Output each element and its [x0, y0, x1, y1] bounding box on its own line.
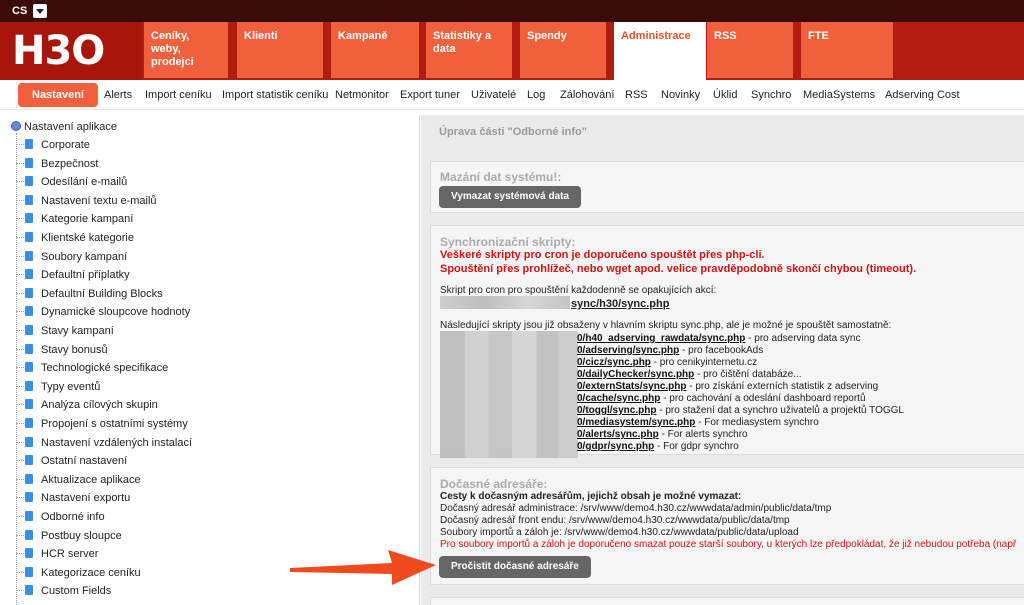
tree-branch [16, 218, 24, 219]
sync-scripts-title: Synchronizační skripty: [440, 235, 576, 249]
sub-navigation [0, 80, 1024, 110]
cron-path-link[interactable]: sync/h30/sync.php [571, 298, 670, 310]
cron-label: Skript pro cron pro spouštění každodenně se opakujících akcí: [440, 285, 717, 296]
sync-script-link[interactable]: 0/h40_adserving_rawdata/sync.php [577, 333, 746, 344]
tree-item[interactable] [16, 269, 130, 287]
tab-statistiky[interactable]: Statistiky a data [426, 22, 512, 78]
sync-script-row [577, 369, 802, 381]
page-icon [25, 213, 33, 223]
tree-item[interactable] [16, 158, 98, 176]
next-panel [430, 597, 1024, 605]
page-icon [25, 139, 33, 149]
temp-dir-imports: Soubory importů a záloh je: /srv/www/demo4.h30.cz/wwwdata/public/data/upload [440, 527, 799, 538]
tab-ceniky[interactable]: Ceníky, weby, prodejci [144, 22, 228, 78]
tree-item[interactable] [16, 399, 158, 417]
tree-item-label: Nastavení textu e-mailů [41, 194, 157, 207]
sync-script-desc: - pro adserving data sync [745, 333, 861, 344]
settings-tree [0, 115, 420, 605]
redacted-path [440, 296, 570, 309]
tree-branch [16, 367, 24, 368]
tree-item[interactable] [16, 195, 157, 213]
page-icon [25, 176, 33, 186]
tree-item-label: Bezpečnost [41, 157, 99, 170]
sync-script-link[interactable]: 0/mediasystem/sync.php [577, 417, 696, 428]
page-icon [25, 269, 33, 279]
subnav-import-statistik[interactable]: Import statistik ceníku [222, 89, 329, 101]
tree-item[interactable] [16, 381, 100, 399]
tree-item[interactable] [16, 511, 105, 529]
tree-branch [16, 423, 24, 424]
tree-item[interactable] [16, 455, 127, 473]
subnav-rss[interactable]: RSS [625, 89, 648, 101]
tab-administrace[interactable]: Administrace [614, 22, 706, 80]
tree-item[interactable] [16, 567, 141, 585]
tree-item[interactable] [16, 306, 190, 324]
tree-branch [16, 293, 24, 294]
page-icon [25, 548, 33, 558]
sync-script-link[interactable]: 0/toggl/sync.php [577, 405, 657, 416]
tree-branch [16, 163, 24, 164]
subnav-mediasystems[interactable]: MediaSystems [803, 89, 876, 101]
tree-item-label: Technologické specifikace [41, 362, 169, 375]
tree-item-label: Nastavení vzdálených instalací [41, 436, 193, 449]
sync-script-row [577, 393, 866, 405]
sync-script-row [577, 345, 763, 357]
tree-branch [16, 181, 24, 182]
page-icon [25, 567, 33, 577]
tree-item-label: Typy eventů [41, 380, 101, 393]
subnav-uklid[interactable]: Úklid [713, 89, 738, 101]
subnav-export-tuner[interactable]: Export tuner [400, 89, 460, 101]
tab-rss[interactable]: RSS [707, 22, 793, 78]
tree-item-label: Defaultní příplatky [41, 269, 130, 282]
chevron-down-icon[interactable] [33, 4, 47, 18]
page-icon [25, 344, 33, 354]
tree-item-label: Klientské kategorie [41, 232, 134, 244]
tree-item-label: Kategorizace ceníku [41, 566, 141, 579]
sync-script-link[interactable]: 0/adserving/sync.php [577, 345, 680, 356]
tree-branch [16, 237, 24, 238]
tree-root[interactable] [11, 121, 117, 133]
tab-kampane[interactable]: Kampaně [331, 22, 419, 78]
sync-script-link[interactable]: 0/cicz/sync.php [577, 357, 651, 368]
sync-scripts-panel [430, 225, 1024, 455]
page-icon [25, 288, 33, 298]
tree-item-label: Stavy bonusů [41, 343, 108, 356]
tree-item[interactable] [16, 288, 163, 306]
logo[interactable] [0, 22, 142, 80]
sync-script-desc: - pro čištění databáze... [694, 369, 802, 380]
subnav-novinky[interactable]: Novinky [661, 89, 701, 101]
sync-script-desc: - pro stažení dat a synchro uživatelů a projektů TOGGL [656, 405, 904, 416]
page-icon [25, 474, 33, 484]
page-icon [25, 325, 33, 335]
clean-temp-dirs-button[interactable]: Pročistit dočasné adresáře [439, 556, 591, 578]
tree-branch [16, 442, 24, 443]
tree-item[interactable] [16, 176, 127, 194]
sync-warning-2: Spouštění přes prohlížeč, nebo wget apod. velice pravděpodobně skončí chybou (timeout). [440, 263, 917, 275]
tree-item[interactable] [16, 139, 90, 157]
tree-branch [16, 274, 24, 275]
main-header [0, 22, 1024, 80]
subnav-nastaveni[interactable]: Nastavení [18, 83, 98, 107]
tree-item-label: Stavy kampaní [41, 325, 114, 337]
page-icon [25, 418, 33, 428]
tree-item-label: Defaultní Building Blocks [41, 287, 163, 300]
sync-script-row [577, 429, 748, 441]
page-icon [25, 511, 33, 521]
tree-branch [16, 479, 24, 480]
page-icon [25, 158, 33, 168]
tree-branch [16, 144, 24, 145]
tree-item[interactable] [16, 437, 192, 455]
tree-branch [16, 200, 24, 201]
tree-item[interactable] [16, 344, 108, 362]
subnav-alerts[interactable]: Alerts [104, 89, 133, 101]
sync-script-desc: - For alerts synchro [658, 429, 748, 440]
sync-script-row [577, 441, 739, 453]
tree-item-label: Soubory kampaní [41, 250, 128, 263]
page-icon [25, 195, 33, 205]
main-content [421, 115, 1024, 605]
subnav-uzivatele[interactable]: Uživatelé [471, 89, 517, 101]
subnav-zalohovani[interactable]: Zálohování [560, 89, 615, 101]
sync-script-desc: - pro cenikyinternetu.cz [650, 357, 758, 368]
tree-branch [16, 311, 24, 312]
sync-script-link[interactable]: 0/alerts/sync.php [577, 429, 659, 440]
tree-item-label: Odborné info [41, 511, 105, 523]
sync-script-row [577, 333, 860, 345]
tree-branch [16, 516, 24, 517]
tree-item[interactable] [16, 548, 98, 566]
annotation-arrow-icon [288, 538, 438, 590]
tree-item-label: Dynamické sloupcove hodnoty [41, 306, 191, 319]
tree-root-label: Nastavení aplikace [24, 121, 117, 133]
temp-dir-admin: Dočasný adresář administrace: /srv/www/demo4.h30.cz/wwwdata/admin/public/data/tmp [440, 503, 832, 514]
sync-script-link[interactable]: 0/externStats/sync.php [577, 381, 687, 392]
language-label[interactable]: CS [12, 5, 28, 17]
subnav-netmonitor[interactable]: Netmonitor [335, 89, 389, 101]
delete-data-title: Mazání dat systému!: [440, 170, 562, 184]
tree-item[interactable] [16, 213, 133, 231]
page-icon [25, 232, 33, 242]
tree-item[interactable] [16, 362, 168, 380]
sync-script-row [577, 381, 878, 393]
tree-item-label: Odesílání e-mailů [41, 176, 128, 189]
delete-data-panel [430, 161, 1024, 213]
tree-item-label: Aktualizace aplikace [41, 473, 141, 486]
globe-icon [11, 121, 21, 131]
sync-script-link[interactable]: 0/dailyChecker/sync.php [577, 369, 695, 380]
subnav-log[interactable]: Log [527, 89, 546, 101]
page-title: Úprava části "Odborné info" [439, 126, 587, 138]
delete-system-data-button[interactable]: Vymazat systémová data [439, 186, 581, 208]
tree-branch [16, 553, 24, 554]
tree-branch [16, 460, 24, 461]
redacted-paths [440, 331, 578, 458]
page-icon [25, 381, 33, 391]
sync-script-desc: - For gdpr synchro [654, 441, 739, 452]
sync-script-desc: - pro facebookAds [679, 345, 764, 356]
tree-item-label: HCR server [41, 548, 99, 561]
tree-item[interactable] [16, 418, 188, 436]
temp-dir-front: Dočasný adresář front endu: /srv/www/demo4.h30.cz/wwwdata/public/data/tmp [440, 515, 790, 526]
temp-dirs-panel [430, 467, 1024, 585]
tab-fte[interactable]: FTE [801, 22, 893, 78]
page-icon [25, 585, 33, 595]
page-icon [25, 455, 33, 465]
logo-text: H3O [12, 28, 105, 74]
sync-script-link[interactable]: 0/cache/sync.php [577, 393, 661, 404]
tree-item[interactable] [16, 474, 141, 492]
tree-item[interactable] [16, 325, 114, 343]
tree-item-label: Ostatní nastavení [41, 455, 128, 468]
tree-branch [16, 497, 24, 498]
tree-item[interactable] [16, 232, 134, 250]
sync-script-desc: - pro získání externích statistik z adserving [686, 381, 879, 392]
sync-script-row [577, 357, 757, 369]
sync-script-row [577, 417, 819, 429]
tree-branch [16, 404, 24, 405]
sync-script-link[interactable]: 0/gdpr/sync.php [577, 441, 655, 452]
tab-klienti[interactable]: Klienti [237, 22, 323, 78]
temp-dir-note: Pro soubory importů a záloh je doporučeno smazat pouze starší soubory, u kterých lze předpokládat, že již nebudou potřeba (např [440, 539, 1017, 550]
tree-branch [16, 349, 24, 350]
subnav-import-ceniku[interactable]: Import ceníku [145, 89, 212, 101]
subnav-adserving-cost[interactable]: Adserving Cost [885, 89, 960, 101]
page-icon [25, 399, 33, 409]
following-scripts-label: Následující skripty jsou již obsaženy v hlavním skriptu sync.php, ale je možné je spouštět samostatně: [440, 320, 892, 331]
page-icon [25, 251, 33, 261]
tree-branch [16, 330, 24, 331]
tree-branch [16, 590, 24, 591]
tree-item-label: Propojení s ostatními systémy [41, 418, 188, 430]
tree-item-label: Analýza cílových skupin [41, 399, 158, 412]
page-icon [25, 492, 33, 502]
page-icon [25, 306, 33, 316]
tree-item-label: Kategorie kampaní [41, 213, 134, 226]
page-icon [25, 437, 33, 447]
subnav-synchro[interactable]: Synchro [751, 89, 792, 101]
tree-item[interactable] [16, 585, 111, 603]
tree-item[interactable] [16, 251, 127, 269]
tree-branch [16, 572, 24, 573]
sync-script-desc: - For mediasystem synchro [695, 417, 819, 428]
page-icon [25, 362, 33, 372]
tree-branch [16, 386, 24, 387]
tree-item-label: Custom Fields [41, 585, 112, 598]
tree-item-label: Nastavení exportu [41, 492, 131, 505]
tree-item[interactable] [16, 492, 130, 510]
page-icon [25, 530, 33, 540]
temp-dirs-title: Dočasné adresáře: [440, 477, 548, 491]
top-bar [0, 0, 1024, 22]
sync-warning-1: Veškeré skripty pro cron je doporučeno spouštět přes php-cli. [440, 249, 765, 261]
sync-script-row [577, 405, 904, 417]
tab-spendy[interactable]: Spendy [520, 22, 606, 78]
tree-item[interactable] [16, 530, 122, 548]
temp-dirs-subtitle: Cesty k dočasným adresářům, jejichž obsah je možné vymazat: [440, 491, 742, 502]
tree-item-label: Postbuy sloupce [41, 529, 122, 542]
tree-branch [16, 256, 24, 257]
sync-script-desc: - pro cachování a odeslání dashboard reportů [660, 393, 866, 404]
tree-branch [16, 535, 24, 536]
tree-item-label: Corporate [41, 139, 90, 151]
